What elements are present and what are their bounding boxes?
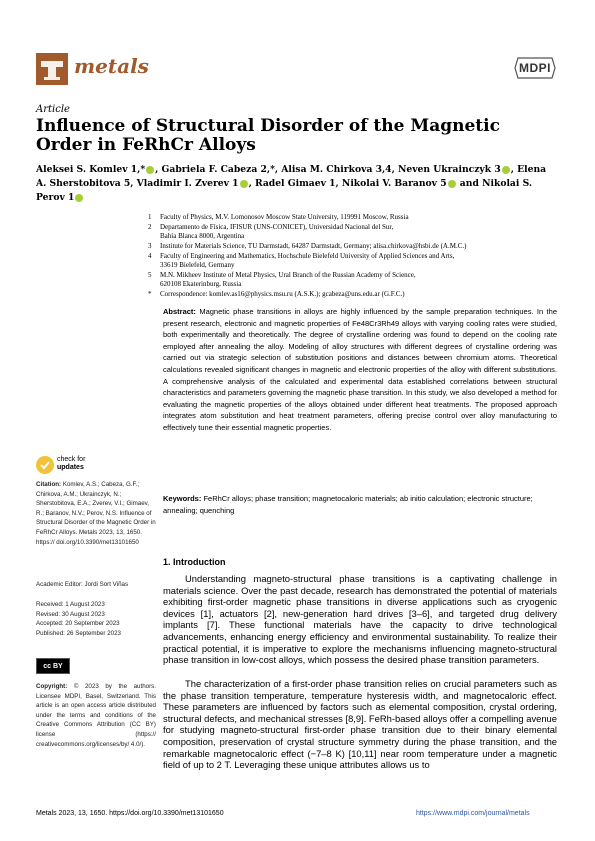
affiliation: 5 M.N. Mikheev Institute of Metal Physics, Ural Branch of the Russian Academy of Science, (148, 271, 416, 279)
copyright-label: Copyright: (36, 683, 68, 690)
publisher-name: MDPI (519, 61, 551, 75)
footer-journal-link[interactable]: https://www.mdpi.com/journal/metals (416, 810, 530, 817)
affiliation: 33619 Bielefeld, Germany (160, 261, 235, 269)
orcid-icon[interactable] (448, 180, 456, 188)
authors-middle: , Gabriela F. Cabeza 2,*, Alisa M. Chirkova 3,4, Neven Ukrainczyk 3 (155, 164, 501, 175)
orcid-icon[interactable] (240, 180, 248, 188)
orcid-icon[interactable] (75, 194, 83, 202)
check-for-updates-icon[interactable] (36, 456, 54, 474)
citation-label: Citation: (36, 481, 62, 488)
cc-license-icon[interactable]: cc BY (36, 658, 70, 674)
affiliation: Bahía Blanca 8000, Argentina (160, 232, 245, 240)
orcid-icon[interactable] (146, 166, 154, 174)
paper-title: Influence of Structural Disorder of the Magnetic Order in FeRhCr Alloys (36, 116, 500, 155)
date-received: Received: 1 August 2023 (36, 601, 105, 608)
correspondence: * Correspondence: komlev.as16@physics.msu.ru (A.S.K.); gcabeza@uns.edu.ar (G.F.C.) (148, 290, 405, 298)
keywords-text: FeRhCr alloys; phase transition; magnetocaloric materials; ab initio calculation; electronic structure; annealing; quenching (163, 494, 533, 515)
affiliation: 1 Faculty of Physics, M.V. Lomonosov Moscow State University, 119991 Moscow, Russia (148, 213, 409, 221)
footer-citation: Metals 2023, 13, 1650. https://doi.org/10.3390/met13101650 (36, 810, 224, 817)
date-published: Published: 26 September 2023 (36, 629, 121, 637)
journal-logo-icon (36, 53, 68, 85)
authors-line2b: , Radel Gimaev 1, Nikolai V. Baranov 5 (248, 178, 447, 189)
affiliation: 3 Institute for Materials Science, TU Darmstadt, 64287 Darmstadt, Germany; alisa.chirkova@hsbi.de (A.M.C.) (148, 242, 467, 250)
check-for-updates-label[interactable]: check for updates (57, 456, 86, 471)
keywords (163, 493, 557, 516)
affiliation: 620108 Ekaterinburg, Russia (160, 280, 242, 288)
abstract-text: Magnetic phase transitions in alloys are highly influenced by the sample preparation techniques. In the present research, electronic and magnetic properties of Fe48Cr3Rh49 alloys with varying cooling rates were studied, both experimentally and theoretically. The degree of crystalline ordering was found to depend on the cooling rate employed after annealing the alloy. Modeling of alloy structures with different degrees of crystalline ordering was carried out via strategic selection of substitution positions and distances between chromium atoms. Theoretical calculations revealed significant changes in magnetic and electronic properties of the alloy with different substitutions. A comprehensive analysis of the calculated and experimental data established correlations between structural characteristics and parameters governing the magnetic phase transition. In this study, we also developed a method for evaluating the magnetic properties of the alloys obtained under different heat treatments. The proposed approach integrates atom substitution and heat treatment parameters, offering precise control over alloy manufacturing to effectively tune their essential magnetic properties. (163, 307, 557, 432)
affiliation: 4 Faculty of Engineering and Mathematics, Hochschule Bielefeld University of Applied Sciences and Arts, (148, 252, 455, 260)
orcid-icon[interactable] (502, 166, 510, 174)
copyright (36, 682, 156, 749)
dates (36, 600, 156, 638)
academic-editor: Academic Editor: Jordi Sort Viñas (36, 581, 129, 588)
keywords-label: Keywords: (163, 494, 202, 503)
intro-paragraph-2: The characterization of a first-order phase transition relies on crucial parameters such as the phase transition temperature, temperature hysteresis width, and magnetocaloric effect. These parameters are influenced by factors such as elemental composition, crystal ordering, structural defects, and mechanical stresses [8,9]. FeRh-based alloys offer a compelling avenue for studying magneto-structural first-order phase transition due to their binary elemental composition, preservation of crystal structure symmetry during the phase transition, and the remarkable magnetocaloric effect (−7–8 K) [10,11] near room temperature under a magnetic field of up to 2 T. Leveraging these unique attributes allows us to (163, 678, 557, 771)
abstract-label: Abstract: (163, 307, 196, 316)
article-type: Article (36, 104, 70, 115)
intro-paragraph-1: Understanding magneto-structural phase transitions is a captivating challenge in materials science. Over the past decade, research has demonstrated the potential of materials exhibiting first-order magnetic phase transitions in diverse applications such as cryogenic devices [1], actuators [2], new-generation hard drives [3–6], and targeted drug delivery implants [7]. These functional materials have the capacity to drive technological advancements, enhancing energy efficiency and environmental sustainability. To realize their practical potential, it is imperative to explore the mechanisms influencing magneto-structural phase transition in low-cost alloys, which possess the desired phase transition parameters. (163, 573, 557, 666)
citation (36, 480, 156, 547)
affiliation: 2 Departamento de Física, IFISUR (UNS-CONICET), Universidad Nacional del Sur, (148, 223, 394, 231)
copyright-text: © 2023 by the authors. Licensee MDPI, Basel, Switzerland. This article is an open access article distributed under the terms and conditions of the Creative Commons Attribution (CC BY) license (https:// creativecommons.org/licenses/by/ 4.0/). (36, 683, 156, 748)
citation-text: Komlev, A.S.; Cabeza, G.F.; Chirkova, A.M.; Ukrainczyk, N.; Sherstobitova, E.A.; Zverev, V.I.; Gimaev, R.; Baranov, N.V.; Perov, N.S. Influence of Structural Disorder of the Magnetic Order in FeRhCr Alloys. Metals 2023, 13, 1650. https:// doi.org/10.3390/met13101650 (36, 481, 156, 546)
journal-name: metals (74, 54, 149, 78)
authors-line2a: , Elena A. Sherstobitova 5, Vladimir I. Zverev 1 (36, 164, 547, 189)
authors-first: Aleksei S. Komlev 1,* (36, 164, 146, 175)
date-accepted: Accepted: 20 September 2023 (36, 620, 120, 628)
authors-line2c: and Nikolai S. Perov 1 (36, 178, 533, 203)
abstract (163, 306, 557, 434)
author-list (36, 163, 556, 205)
section-heading: 1. Introduction (163, 557, 226, 567)
date-revised: Revised: 30 August 2023 (36, 610, 105, 618)
publisher-logo[interactable] (514, 60, 556, 76)
